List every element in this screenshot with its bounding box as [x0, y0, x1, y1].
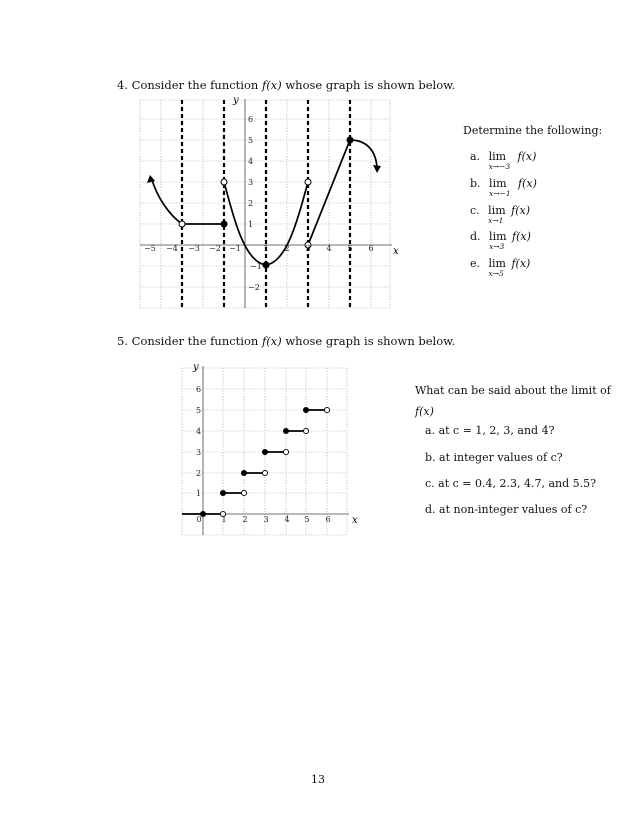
problem-5-prompt [415, 380, 615, 422]
limit-item-e [470, 257, 531, 278]
lim-operator: lim [489, 177, 507, 190]
tick-label: −4 [166, 244, 178, 253]
lim-operator: lim [488, 150, 507, 163]
tick-label: 6 [325, 515, 331, 524]
tick-label: 3 [263, 515, 269, 524]
item-text: at c = 0.4, 2.3, 4.7, and 5.5? [438, 477, 597, 490]
problem-4-graph [138, 96, 403, 310]
tick-label: 5 [304, 515, 310, 524]
problem-number: 4. [117, 78, 128, 92]
tick-label: 1 [248, 220, 254, 229]
limit-item-d [470, 230, 531, 251]
limit-expression: f(x) [511, 257, 531, 270]
tick-label: −5 [144, 244, 156, 253]
tick-label: 2 [284, 244, 290, 253]
limit-item-b [470, 177, 537, 198]
tick-label: 3 [196, 448, 202, 457]
function-name: f(x) [261, 78, 282, 92]
limit-subscript: x→−1 [489, 189, 511, 198]
tick-label: 5 [347, 244, 353, 253]
x-axis-label: x [352, 515, 358, 526]
prompt-line: f(x) [415, 405, 434, 418]
tick-labels [144, 115, 373, 292]
tick-label: 0 [196, 515, 202, 524]
statement-text: Consider the function [131, 334, 262, 348]
tick-label: 2 [196, 469, 202, 478]
tick-label: 6 [248, 115, 254, 124]
item-text: at integer values of c? [439, 451, 563, 464]
question-item-c [425, 477, 596, 490]
y-axis-label: y [233, 96, 239, 106]
limit-item-c [470, 204, 530, 225]
item-letter: b. [425, 451, 436, 464]
step-segments [182, 410, 327, 514]
problem-5-graph [178, 360, 363, 540]
item-letter: c. [425, 477, 435, 490]
tick-label: 3 [305, 244, 311, 253]
tick-label: −3 [188, 244, 200, 253]
page-number: 13 [311, 773, 325, 786]
limit-subscript: x→3 [489, 242, 505, 251]
problem-5-statement [117, 334, 455, 348]
item-letter: a. [470, 150, 481, 163]
lim-operator: lim [488, 204, 506, 217]
limit-expression: f(x) [511, 204, 530, 217]
tick-label: 5 [248, 136, 254, 145]
tick-label: 4 [196, 427, 202, 436]
tick-label: 4 [248, 157, 254, 166]
tick-label: 6 [196, 385, 202, 394]
item-letter: b. [470, 177, 481, 190]
tick-label: 2 [242, 515, 248, 524]
item-text: at c = 1, 2, 3, and 4? [438, 424, 555, 437]
tick-labels [196, 385, 331, 524]
limit-expression: f(x) [518, 177, 537, 190]
x-axis-label: x [393, 246, 399, 257]
tick-label: −1 [250, 262, 262, 271]
item-letter: d. [425, 503, 436, 516]
question-item-b [425, 451, 563, 464]
tick-label: 3 [248, 178, 254, 187]
tick-label: −2 [209, 244, 221, 253]
y-axis-label: y [193, 362, 199, 373]
question-item-d [425, 503, 587, 516]
item-text: at non-integer values of c? [439, 503, 588, 516]
question-item-a [425, 424, 554, 437]
tick-label: 1 [263, 244, 269, 253]
tick-label: −2 [248, 283, 260, 292]
problem-number: 5. [117, 334, 128, 348]
problem-4-prompt: Determine the following: [463, 124, 603, 137]
tick-label: −1 [229, 244, 241, 253]
prompt-line: What can be said about the limit of [415, 384, 611, 397]
limit-subscript: x→1 [488, 216, 504, 225]
limit-subscript: x→−3 [488, 162, 511, 171]
tick-label: 1 [196, 489, 202, 498]
limit-subscript: x→5 [488, 269, 504, 278]
statement-text: whose graph is shown below. [281, 78, 456, 92]
problem-4-statement [117, 78, 455, 92]
function-name: f(x) [261, 334, 282, 348]
limit-expression: f(x) [517, 150, 537, 163]
tick-label: 1 [221, 515, 227, 524]
lim-operator: lim [489, 230, 507, 243]
item-letter: e. [470, 257, 481, 270]
lim-operator: lim [488, 257, 506, 270]
item-letter: a. [425, 424, 436, 437]
statement-text: whose graph is shown below. [281, 334, 456, 348]
statement-text: Consider the function [131, 78, 262, 92]
limit-expression: f(x) [512, 230, 531, 243]
item-letter: d. [470, 230, 481, 243]
item-letter: c. [470, 204, 480, 217]
tick-label: 4 [326, 244, 332, 253]
tick-label: 5 [196, 406, 202, 415]
tick-label: 6 [368, 244, 374, 253]
limit-item-a [470, 150, 537, 171]
tick-label: 2 [248, 199, 254, 208]
tick-label: 4 [284, 515, 290, 524]
